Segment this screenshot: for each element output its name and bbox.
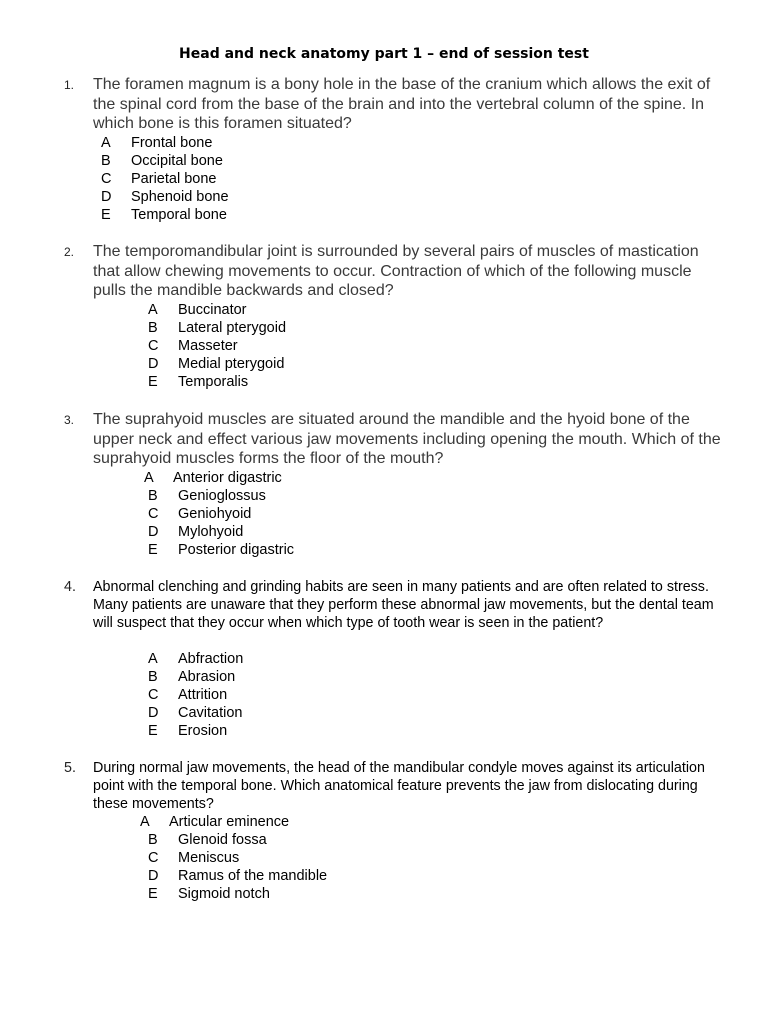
option-letter: D xyxy=(148,356,159,373)
question-number: 5. xyxy=(64,760,76,776)
option-text: Masseter xyxy=(178,338,238,355)
option-text: Posterior digastric xyxy=(178,542,295,559)
question-number: 4. xyxy=(64,579,76,595)
option-text: Attrition xyxy=(178,687,228,704)
option-text: Erosion xyxy=(178,723,228,740)
option-letter: E xyxy=(148,542,158,559)
question-number: 2. xyxy=(64,245,75,259)
option-text: Glenoid fossa xyxy=(178,832,267,849)
option-letter: A xyxy=(144,470,154,486)
option-text: Geniohyoid xyxy=(178,506,252,523)
question-number: 1. xyxy=(64,78,75,92)
option-text: Genioglossus xyxy=(178,488,266,505)
option-text: Parietal bone xyxy=(131,171,217,188)
question-text: The foramen magnum is a bony hole in the base of the cranium which allows the exit of the spinal cord from the base of the brain and into the vertebral column of the spine. In which bone is this foramen situated? xyxy=(93,76,711,133)
option-text: Ramus of the mandible xyxy=(178,868,328,885)
option-text: Cavitation xyxy=(178,705,243,722)
option-letter: C xyxy=(148,687,159,704)
option-letter: B xyxy=(148,832,158,849)
option-text: Temporal bone xyxy=(131,207,227,224)
option-letter: E xyxy=(148,723,158,740)
option-letter: D xyxy=(101,189,112,206)
option-letter: A xyxy=(148,302,158,318)
question-text: During normal jaw movements, the head of the mandibular condyle moves against its articulation point with the temporal bone. Which anatomical feature prevents the jaw from dislocating during these movements? xyxy=(93,760,705,812)
option-letter: B xyxy=(148,669,158,686)
question-text: Abnormal clenching and grinding habits are seen in many patients and are often related to stress. Many patients are unaware that they perform these abnormal jaw movements, but the dental team will suspect that they occur when which type of tooth wear is seen in the patient? xyxy=(93,579,714,631)
option-letter: B xyxy=(148,488,158,505)
option-text: Abfraction xyxy=(178,651,244,667)
option-letter: C xyxy=(148,338,159,355)
option-letter: D xyxy=(148,705,159,722)
option-letter: B xyxy=(148,320,158,337)
page-title: Head and neck anatomy part 1 – end of session test xyxy=(179,46,589,62)
option-text: Lateral pterygoid xyxy=(178,320,287,337)
option-letter: C xyxy=(148,506,159,523)
option-letter: E xyxy=(148,374,158,391)
option-letter: B xyxy=(101,153,111,170)
option-letter: D xyxy=(148,524,159,541)
option-letter: C xyxy=(148,850,159,867)
option-letter: A xyxy=(140,814,150,830)
question-text: The suprahyoid muscles are situated around the mandible and the hyoid bone of the upper neck and effect various jaw movements including opening the mouth. Which of the suprahyoid muscles forms the floor of the mouth? xyxy=(93,411,721,468)
option-letter: E xyxy=(101,207,111,224)
option-text: Abrasion xyxy=(178,669,236,686)
question-text: The temporomandibular joint is surrounded by several pairs of muscles of mastication that allow chewing movements to occur. Contraction of which of the following muscle pulls the mandible backwards and closed? xyxy=(93,243,699,300)
question-number: 3. xyxy=(64,413,75,427)
option-text: Buccinator xyxy=(178,302,247,318)
option-text: Meniscus xyxy=(178,850,240,867)
option-letter: A xyxy=(148,651,158,667)
option-text: Sigmoid notch xyxy=(178,886,270,903)
option-letter: D xyxy=(148,868,159,885)
option-text: Frontal bone xyxy=(131,135,213,151)
option-text: Medial pterygoid xyxy=(178,356,285,373)
option-text: Mylohyoid xyxy=(178,524,244,541)
option-text: Sphenoid bone xyxy=(131,189,229,206)
option-letter: E xyxy=(148,886,158,903)
option-text: Anterior digastric xyxy=(173,470,282,486)
option-text: Occipital bone xyxy=(131,153,223,170)
option-text: Articular eminence xyxy=(169,814,290,830)
option-text: Temporalis xyxy=(178,374,249,391)
option-letter: C xyxy=(101,171,112,188)
option-letter: A xyxy=(101,135,111,151)
